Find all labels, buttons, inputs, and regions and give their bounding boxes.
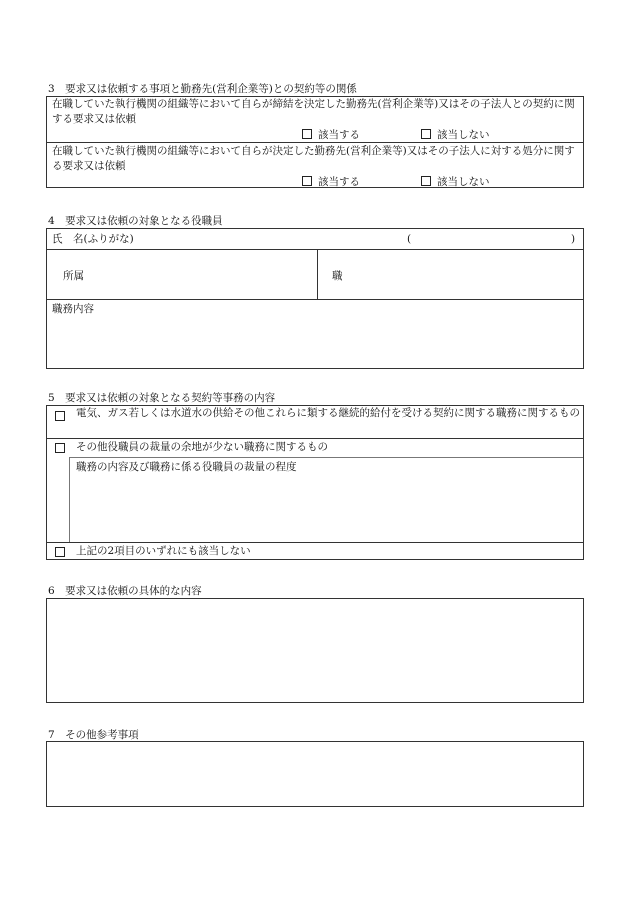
disposition-not-applies-label: 該当しない [437,176,490,188]
contract-not-applies-label: 該当しない [437,129,490,141]
checkbox-square-icon [302,129,312,139]
row-divider [47,249,583,250]
other-notes-box[interactable] [46,741,584,807]
checkbox-square-icon [302,176,312,186]
section-4-table [46,228,584,369]
utility-contract-checkbox[interactable] [55,411,65,421]
section-3-table [46,96,584,188]
contract-not-applies-checkbox[interactable] [421,127,490,142]
low-discretion-text: その他役職員の裁量の余地が少ない職務に関するもの [76,441,328,453]
furigana-close-paren[interactable]: ) [571,233,576,245]
furigana-open-paren: ( [407,233,412,245]
none-applicable-checkbox[interactable] [55,547,65,557]
utility-contract-text: 電気、ガス若しくは水道水の供給その他これらに類する継続的給付を受ける契約に関する職務に関するもの [76,407,580,419]
sub-column-divider [69,457,70,542]
contract-request-text: 在職していた執行機関の組織等において自らが締結を決定した勤務先(営利企業等)又はその子法人との契約に関する要求又は依頼 [52,98,575,125]
sub-row-divider [69,457,583,458]
row-divider [47,142,583,143]
checkbox-square-icon [421,129,431,139]
section-7-title: 7 その他参考事項 [48,729,139,741]
name-label: 氏 名(ふりがな) [52,233,134,245]
section-5-table [46,405,584,560]
section-6-title: 6 要求又は依頼の具体的な内容 [48,585,202,597]
checkbox-square-icon [421,176,431,186]
position-label: 職 [332,270,343,282]
affiliation-label: 所属 [63,270,84,282]
disposition-not-applies-checkbox[interactable] [421,174,490,189]
disposition-applies-label: 該当する [318,176,360,188]
disposition-applies-checkbox[interactable] [302,174,360,189]
low-discretion-checkbox[interactable] [55,443,65,453]
section-4-title: 4 要求又は依頼の対象となる役職員 [48,215,223,227]
discretion-detail-label: 職務の内容及び職務に係る役職員の裁量の程度 [76,461,297,473]
disposition-request-text: 在職していた執行機関の組織等において自らが決定した勤務先(営利企業等)又はその子法人に対する処分に関する要求又は依頼 [52,145,575,172]
section-5-title: 5 要求又は依頼の対象となる契約等事務の内容 [48,392,276,404]
none-applicable-text: 上記の2項目のいずれにも該当しない [76,545,251,557]
contract-applies-checkbox[interactable] [302,127,360,142]
section-3-title: 3 要求又は依頼する事項と勤務先(営利企業等)との契約等の関係 [48,83,357,95]
duties-label: 職務内容 [52,303,94,315]
row-divider [47,542,583,543]
contract-applies-label: 該当する [318,129,360,141]
row-divider [47,438,583,439]
column-divider [317,249,318,299]
specific-content-box[interactable] [46,598,584,703]
row-divider [47,299,583,300]
